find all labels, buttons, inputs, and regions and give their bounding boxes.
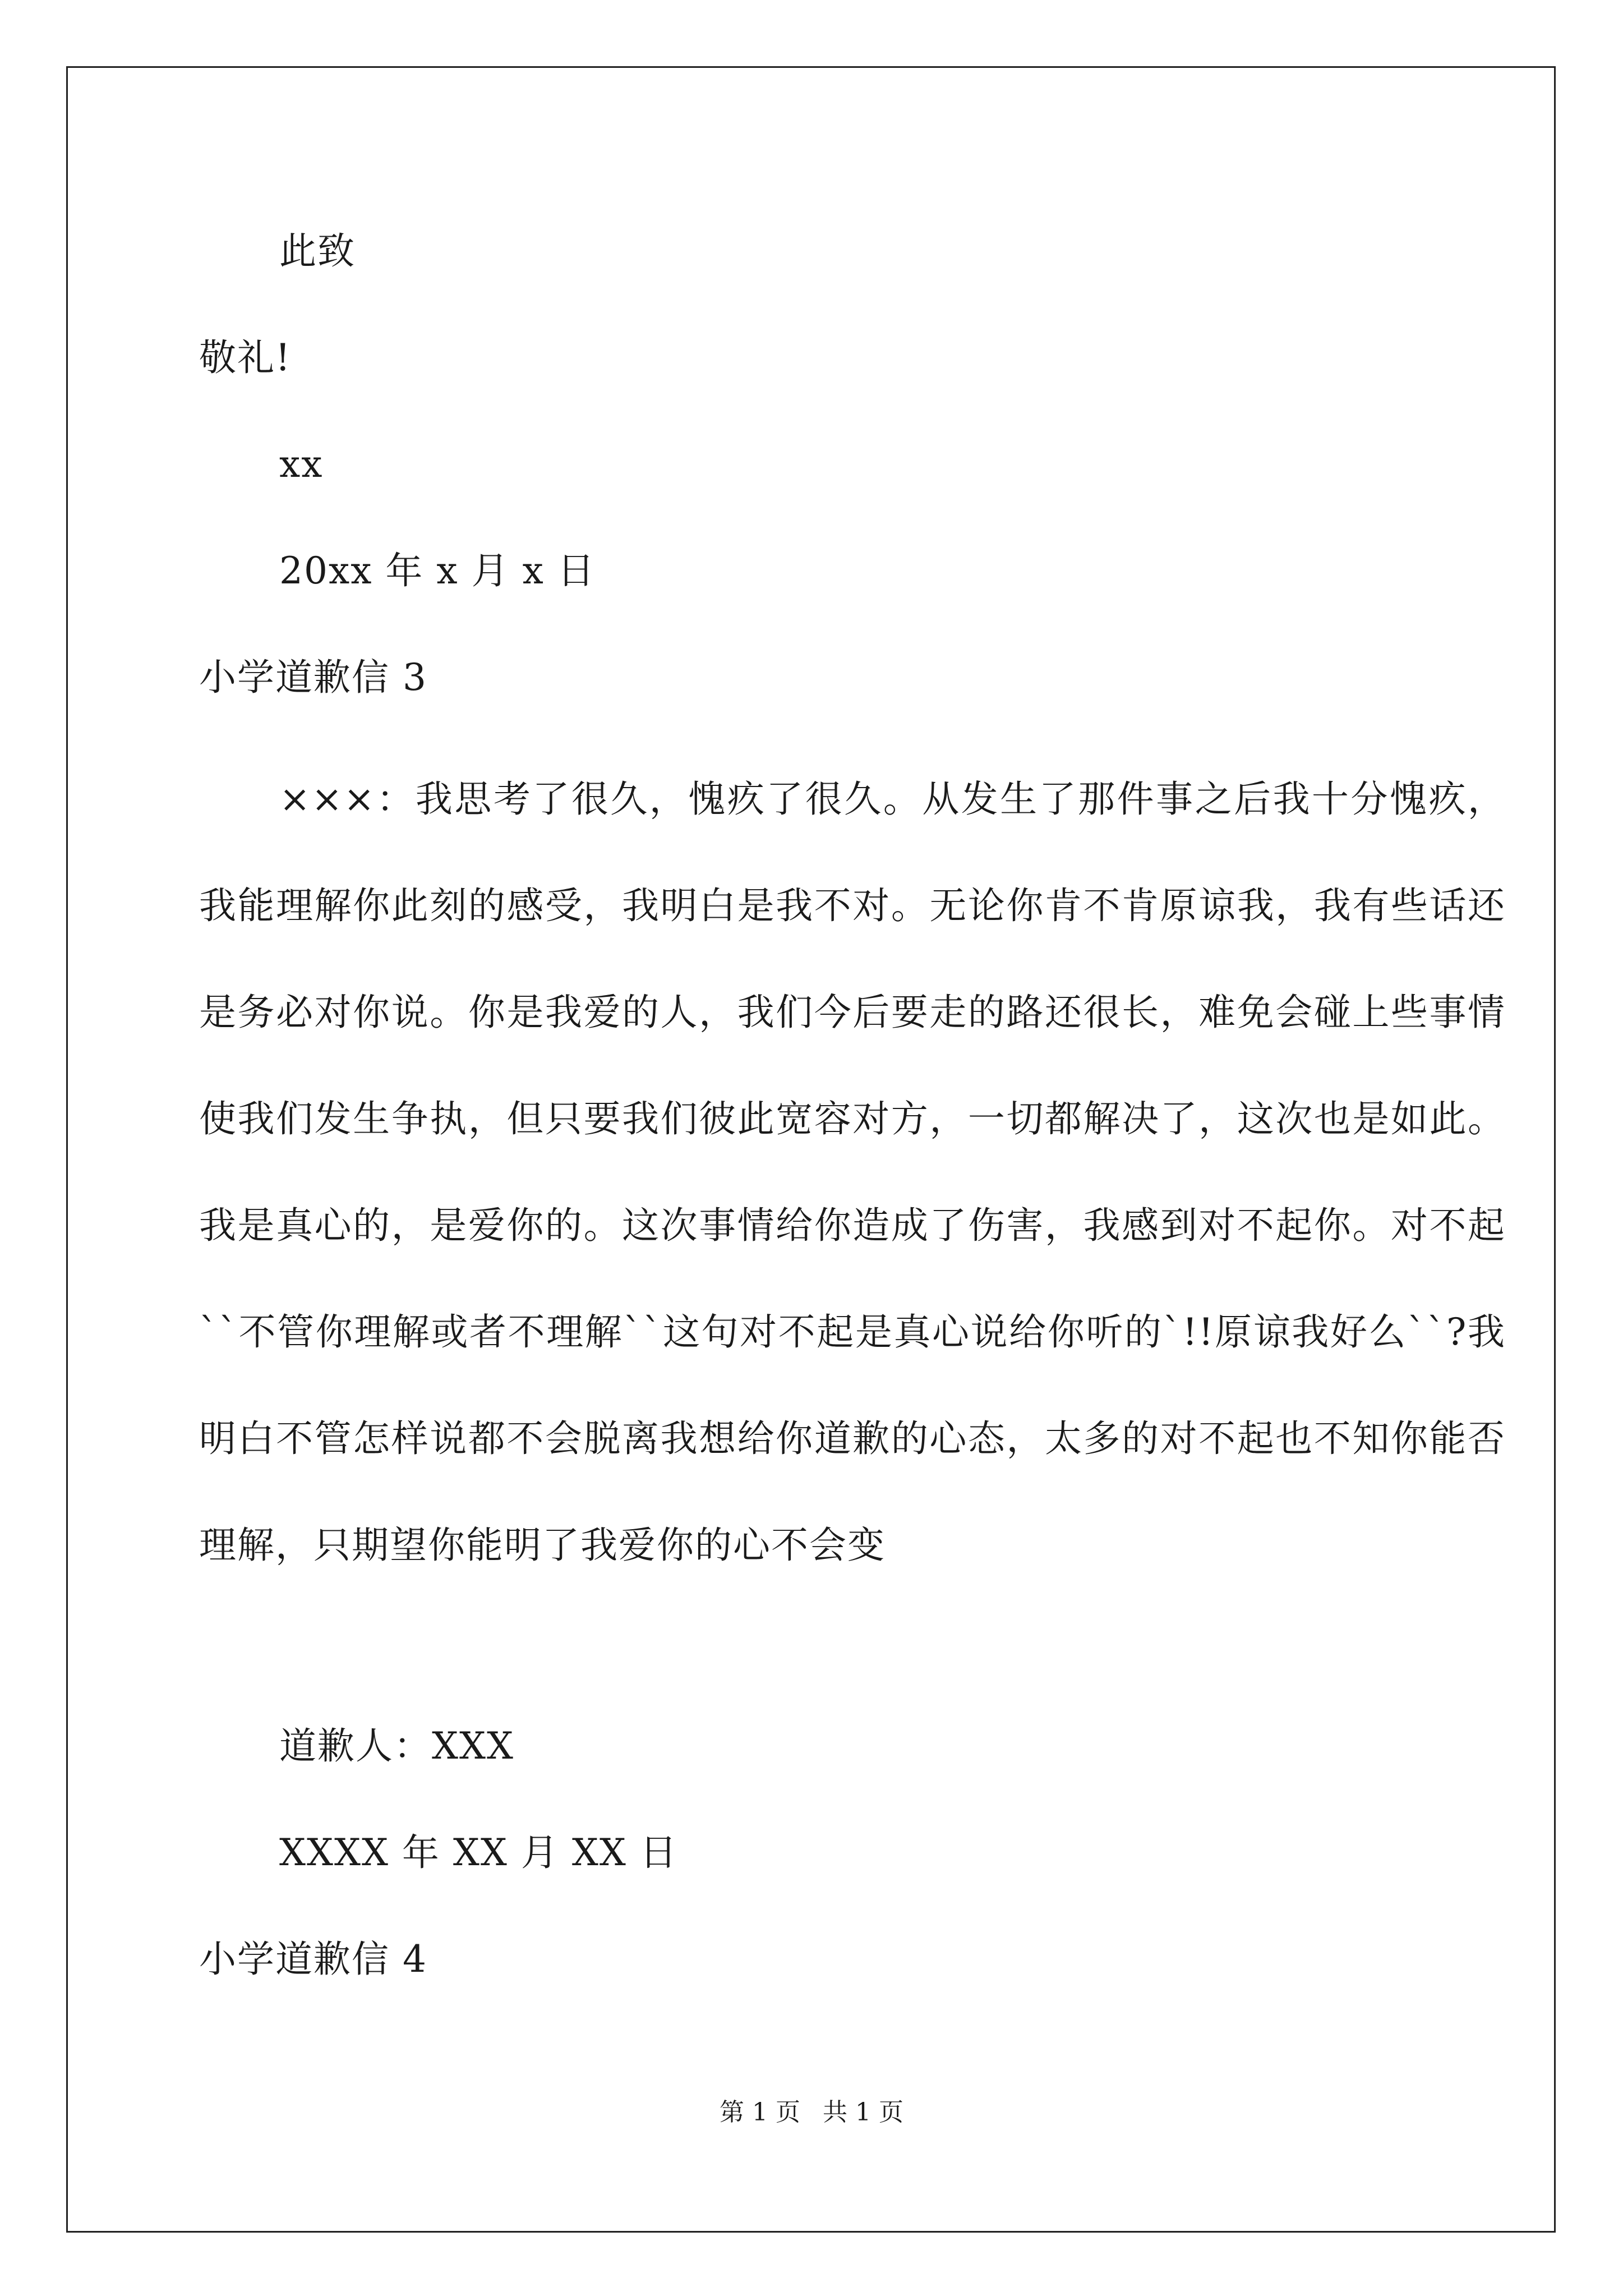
signer-name: xx bbox=[279, 443, 324, 486]
letter-3-signer: 道歉人：XXX bbox=[279, 1724, 514, 1768]
closing-text: 此致 bbox=[279, 229, 356, 273]
page-number: 第 1 页 bbox=[720, 2098, 800, 2127]
section-heading-letter-4: 小学道歉信 4 bbox=[199, 1938, 427, 1981]
page-total: 共 1 页 bbox=[823, 2098, 903, 2127]
letter-3-date: XXXX 年 XX 月 XX 日 bbox=[279, 1831, 678, 1874]
section-heading-letter-3: 小学道歉信 3 bbox=[199, 656, 427, 699]
letter-date: 20xx 年 x 月 x 日 bbox=[279, 549, 596, 592]
letter-3-body: ×××：我思考了很久，愧疚了很久。从发生了那件事之后我十分愧疚，我能理解你此刻的感受，我明白是我不对。无论你肯不肯原谅我，我有些话还是务必对你说。你是我爱的人，我们今后要走的路还很长，难免会碰上些事情使我们发生争执，但只要我们彼此宽容对方，一切都解决了，这次也是如此。我是真心的，是爱你的。这次事情给你造成了伤害，我感到对不起你。对不起``不管你理解或者不理解``这句对不起是真心说给你听的`!!原谅我好么``?我明白不管怎样说都不会脱离我想给你道歉的心态，太多的对不起也不知你能否理解，只期望你能明了我爱你的心不会变 bbox=[199, 777, 1506, 1567]
salute-text: 敬礼! bbox=[199, 336, 292, 379]
page-footer bbox=[0, 2100, 1623, 2125]
